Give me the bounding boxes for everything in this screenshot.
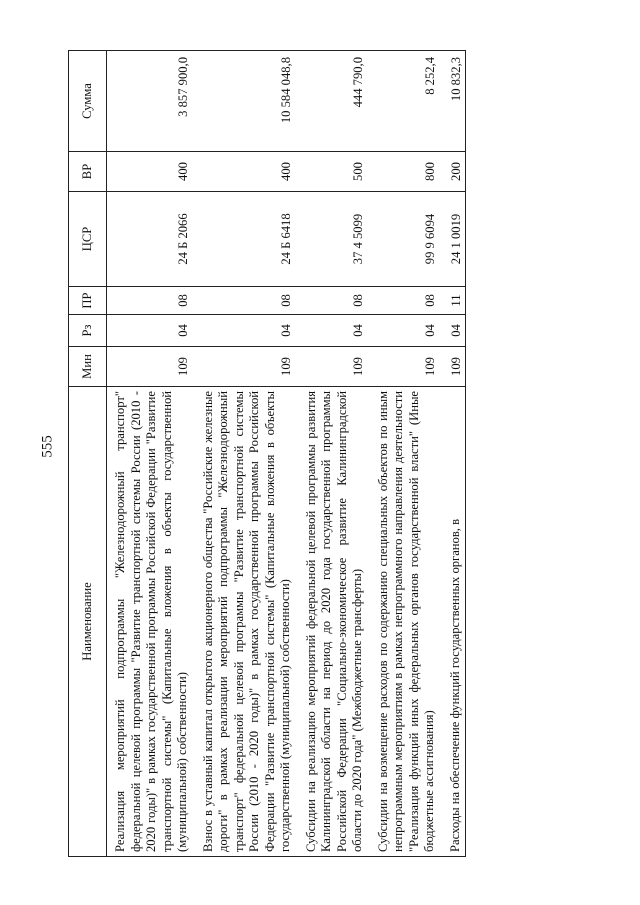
row-min: 109: [368, 347, 440, 387]
table-row: [296, 51, 368, 857]
row-csr: 24 Б 6418: [193, 192, 296, 287]
header-vr: ВР: [69, 152, 107, 192]
row-min: 109: [107, 347, 193, 387]
row-vr: 200: [440, 152, 466, 192]
header-rz: Рз: [69, 315, 107, 347]
row-vr: 400: [107, 152, 193, 192]
row-pr: 08: [368, 287, 440, 315]
row-csr: 24 1 0019: [440, 192, 466, 287]
table-row: [193, 51, 296, 857]
table-row: [107, 51, 193, 857]
row-rz: 04: [440, 315, 466, 347]
row-sum: 10 584 048,8: [193, 51, 296, 152]
row-rz: 04: [296, 315, 368, 347]
page-number: 555: [39, 435, 56, 458]
row-pr: 08: [107, 287, 193, 315]
header-min: Мин: [69, 347, 107, 387]
header-sum: Сумма: [69, 51, 107, 152]
row-csr: 37 4 5099: [296, 192, 368, 287]
row-name: Субсидии на возмещение расходов по содержанию специальных объектов по иным непрограммным мероприятиям в рамках непрограммного направления деятельности "Реализация функций иных федеральных органов государственной власти" (Иные бюджетные ассигнования): [368, 387, 440, 857]
table-row: [440, 51, 466, 857]
row-name: Субсидии на реализацию мероприятий федеральной целевой программы развития Калининградской области на период до 2020 года государственной программы Российской Федерации "Социально-экономическое развитие Калининградской области до 2020 года" (Межбюджетные трансферты): [296, 387, 368, 857]
row-rz: 04: [193, 315, 296, 347]
budget-table-rotated: [68, 51, 558, 857]
header-csr: ЦСР: [69, 192, 107, 287]
row-min: 109: [296, 347, 368, 387]
row-pr: 08: [193, 287, 296, 315]
row-vr: 400: [193, 152, 296, 192]
row-pr: 11: [440, 287, 466, 315]
row-csr: 99 9 6094: [368, 192, 440, 287]
row-sum: 10 832,3: [440, 51, 466, 152]
row-rz: 04: [107, 315, 193, 347]
table-row: [368, 51, 440, 857]
row-sum: 444 790,0: [296, 51, 368, 152]
header-name: Наименование: [69, 387, 107, 857]
row-vr: 500: [296, 152, 368, 192]
budget-table: [68, 50, 466, 857]
header-pr: ПР: [69, 287, 107, 315]
row-csr: 24 Б 2066: [107, 192, 193, 287]
row-vr: 800: [368, 152, 440, 192]
row-min: 109: [193, 347, 296, 387]
row-sum: 3 857 900,0: [107, 51, 193, 152]
row-name: Расходы на обеспечение функций государственных органов, в: [440, 387, 466, 857]
row-name: Взнос в уставный капитал открытого акционерного общества "Российские железные дороги" в рамках реализации мероприятий подпрограммы "Железнодорожный транспорт" федеральной целевой программы "Развитие транспортной системы России (2010 - 2020 годы)" в рамках государственной программы Российской Федерации "Развитие транспортной системы" (Капитальные вложения в объекты государственной (муниципальной) собственности): [193, 387, 296, 857]
row-rz: 04: [368, 315, 440, 347]
row-name: Реализация мероприятий подпрограммы "Железнодорожный транспорт" федеральной целевой программы "Развитие транспортной системы России (2010 - 2020 годы)" в рамках государственной программы Российской Федерации "Развитие транспортной системы" (Капитальные вложения в объекты государственной (муниципальной) собственности): [107, 387, 193, 857]
row-pr: 08: [296, 287, 368, 315]
table-header-row: [69, 51, 107, 857]
row-min: 109: [440, 347, 466, 387]
row-sum: 8 252,4: [368, 51, 440, 152]
